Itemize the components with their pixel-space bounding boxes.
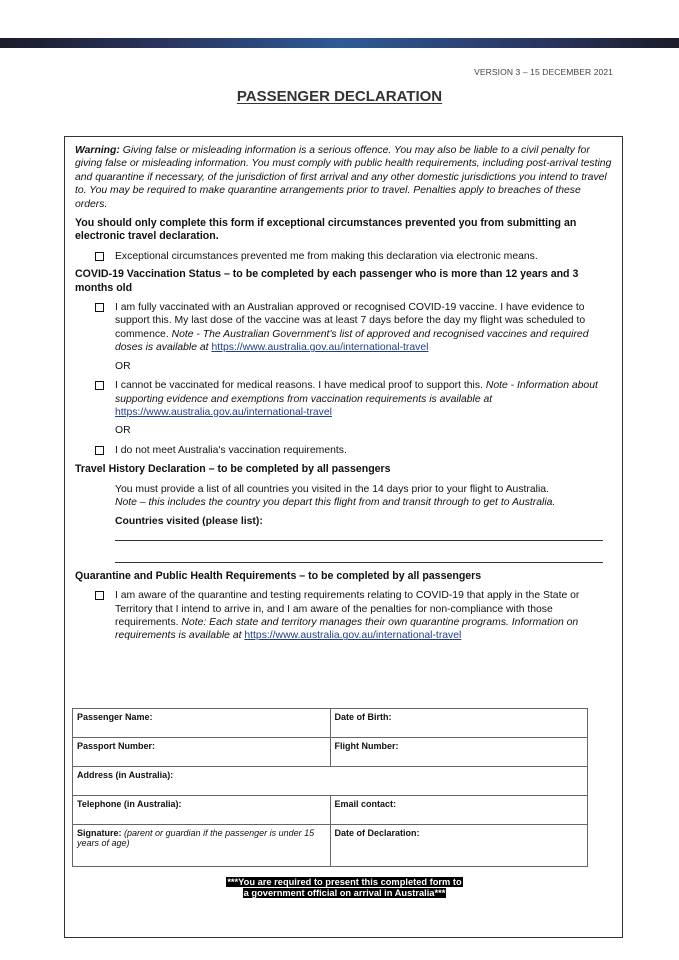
checkbox[interactable] (95, 381, 104, 390)
signature-field[interactable]: Signature: (parent or guardian if the passenger is under 15 years of age) (73, 825, 331, 867)
international-travel-link[interactable]: https://www.australia.gov.au/international-travel (244, 630, 462, 642)
checkbox[interactable] (95, 252, 104, 261)
travel-history-heading: Travel History Declaration – to be completed by all passengers (75, 463, 391, 476)
vaccination-heading: COVID-19 Vaccination Status – to be completed by each passenger who is more than 12 years and 3 months old (75, 268, 579, 294)
medical-exemption-checkbox-item[interactable]: I cannot be vaccinated for medical reasons. I have medical proof to support this. Note - Information about supporting evidence and exemptions from vaccination requirements is available at https://www.australia.gov.au/international-travel (75, 379, 615, 419)
version-label: VERSION 3 – 15 DECEMBER 2021 (474, 67, 613, 77)
countries-input-line-2[interactable] (115, 561, 603, 563)
warning-label: Warning: (75, 145, 120, 156)
international-travel-link[interactable]: https://www.australia.gov.au/international-travel (211, 342, 429, 354)
or-label: OR (115, 360, 131, 372)
exceptional-checkbox-item[interactable]: Exceptional circumstances prevented me from making this declaration via electronic means. (75, 250, 615, 263)
telephone-field[interactable]: Telephone (in Australia): (73, 796, 331, 825)
passport-number-field[interactable]: Passport Number: (73, 738, 331, 767)
page-title: PASSENGER DECLARATION (236, 88, 443, 105)
travel-history-note: Note – this includes the country you depart this flight from and transit through to get to Australia. (115, 496, 556, 508)
international-travel-link[interactable]: https://www.australia.gov.au/international-travel (115, 406, 332, 418)
exceptional-heading: You should only complete this form if exceptional circumstances prevented you from submitting an electronic travel declaration. (75, 217, 577, 243)
countries-visited-label: Countries visited (please list): (115, 516, 263, 528)
quarantine-heading: Quarantine and Public Health Requirements – to be completed by all passengers (75, 569, 482, 582)
address-field[interactable]: Address (in Australia): (73, 767, 588, 796)
email-field[interactable]: Email contact: (330, 796, 588, 825)
header-bar (0, 38, 679, 48)
countries-input-line-1[interactable] (115, 539, 603, 541)
date-of-birth-field[interactable]: Date of Birth: (330, 709, 588, 738)
or-label: OR (115, 425, 131, 437)
checkbox[interactable] (95, 303, 104, 312)
not-vaccinated-checkbox-item[interactable]: I do not meet Australia's vaccination requirements. (75, 444, 615, 457)
checkbox[interactable] (95, 446, 104, 455)
declaration-form-box (64, 136, 623, 938)
passenger-details-table (72, 708, 588, 867)
warning-text: Warning: Giving false or misleading information is a serious offence. You may also be liable to a civil penalty for giving false or misleading information. You must comply with public health requirements, including post-arrival testing and quarantine if necessary, of the jurisdiction of first arrival and any other domestic jurisdictions you intend to travel to. You may be required to make quarantine arrangements prior to travel. Penalties apply to breaches of these orders. (75, 145, 612, 210)
arrival-notice: ***You are required to present this completed form to a government official on arrival in Australia*** (227, 877, 462, 898)
checkbox[interactable] (95, 591, 104, 600)
travel-history-text: You must provide a list of all countries you visited in the 14 days prior to your flight to Australia. (115, 483, 549, 495)
flight-number-field[interactable]: Flight Number: (330, 738, 588, 767)
vaccinated-checkbox-item[interactable]: I am fully vaccinated with an Australian approved or recognised COVID-19 vaccine. I have evidence to support this. My last dose of the vaccine was at least 7 days before the day my flight was scheduled to commence. Note - The Australian Government's list of approved and recognised vaccines and required doses is available at https://www.australia.gov.au/international-travel (75, 301, 615, 355)
passenger-name-field[interactable]: Passenger Name: (73, 709, 331, 738)
date-of-declaration-field[interactable]: Date of Declaration: (330, 825, 588, 867)
quarantine-checkbox-item[interactable]: I am aware of the quarantine and testing requirements relating to COVID-19 that apply in the State or Territory that I intend to arrive in, and I am aware of the penalties for non-compliance with those requirements. Note: Each state and territory manages their own quarantine programs. Information on requirements is available at https://www.australia.gov.au/international-travel (75, 589, 615, 643)
